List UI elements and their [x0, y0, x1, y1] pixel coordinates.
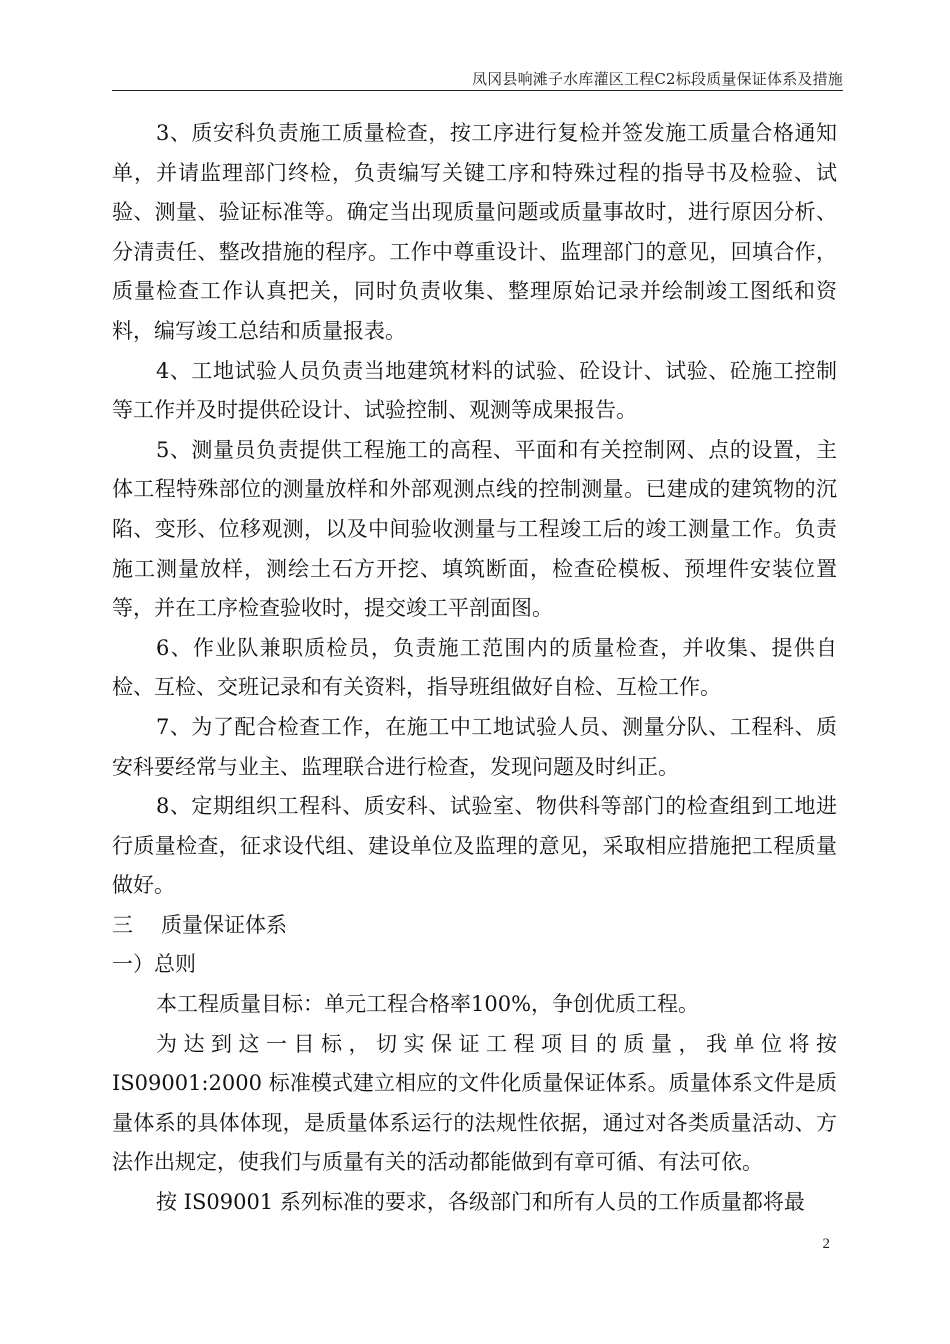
- iso-requirement-paragraph: 按 IS09001 系列标准的要求，各级部门和所有人员的工作质量都将最: [156, 1190, 805, 1215]
- header-divider: [112, 90, 843, 91]
- section-heading: [112, 906, 837, 946]
- paragraph-item-5: 5、测量员负责提供工程施工的高程、平面和有关控制网、点的设置，主体工程特殊部位的测量放样和外部观测点线的控制测量。已建成的建筑物的沉陷、变形、位移观测，以及中间验收测量与工程竣工后的竣工测量工作。负责施工测量放样，测绘土石方开挖、填筑断面，检查砼模板、预埋件安装位置等，并在工序检查验收时，提交竣工平剖面图。: [112, 437, 837, 621]
- iso-system-paragraph: 为达到这一目标，切实保证工程项目的质量，我单位将按 IS09001:2000 标准模式建立相应的文件化质量保证体系。质量体系文件是质量体系的具体体现，是质量体系运行的法规性依据，通过对各类质量活动、方法作出规定，使我们与质量有关的活动都能做到有章可循、有法可依。: [112, 1031, 837, 1175]
- quality-goal-paragraph: 本工程质量目标：单元工程合格率100%，争创优质工程。: [156, 992, 700, 1017]
- running-header: 凤冈县响滩子水库灌区工程C2标段质量保证体系及措施: [471, 70, 843, 88]
- paragraph-item-7: 7、为了配合检查工作，在施工中工地试验人员、测量分队、工程科、质安科要经常与业主、监理联合进行检查，发现问题及时纠正。: [112, 714, 837, 779]
- paragraph-item-3: 3、质安科负责施工质量检查，按工序进行复检并签发施工质量合格通知单，并请监理部门终检，负责编写关键工序和特殊过程的指导书及检验、试验、测量、验证标准等。确定当出现质量问题或质量事故时，进行原因分析、分清责任、整改措施的程序。工作中尊重设计、监理部门的意见，回填合作，质量检查工作认真把关，同时负责收集、整理原始记录并绘制竣工图纸和资料，编写竣工总结和质量报表。: [112, 121, 837, 343]
- paragraph-item-4: 4、工地试验人员负责当地建筑材料的试验、砼设计、试验、砼施工控制等工作并及时提供砼设计、试验控制、观测等成果报告。: [112, 358, 837, 423]
- paragraph-item-6: 6、作业队兼职质检员，负责施工范围内的质量检查，并收集、提供自检、互检、交班记录和有关资料，指导班组做好自检、互检工作。: [112, 635, 837, 700]
- page-number: 2: [822, 1236, 830, 1252]
- section-number: 三: [112, 912, 133, 937]
- paragraph-item-8: 8、定期组织工程科、质安科、试验室、物供科等部门的检查组到工地进行质量检查，征求设代组、建设单位及监理的意见，采取相应措施把工程质量做好。: [112, 794, 837, 898]
- section-title: 质量保证体系: [161, 912, 287, 937]
- document-body: [112, 114, 837, 1223]
- subsection-heading: 一）总则: [112, 952, 196, 977]
